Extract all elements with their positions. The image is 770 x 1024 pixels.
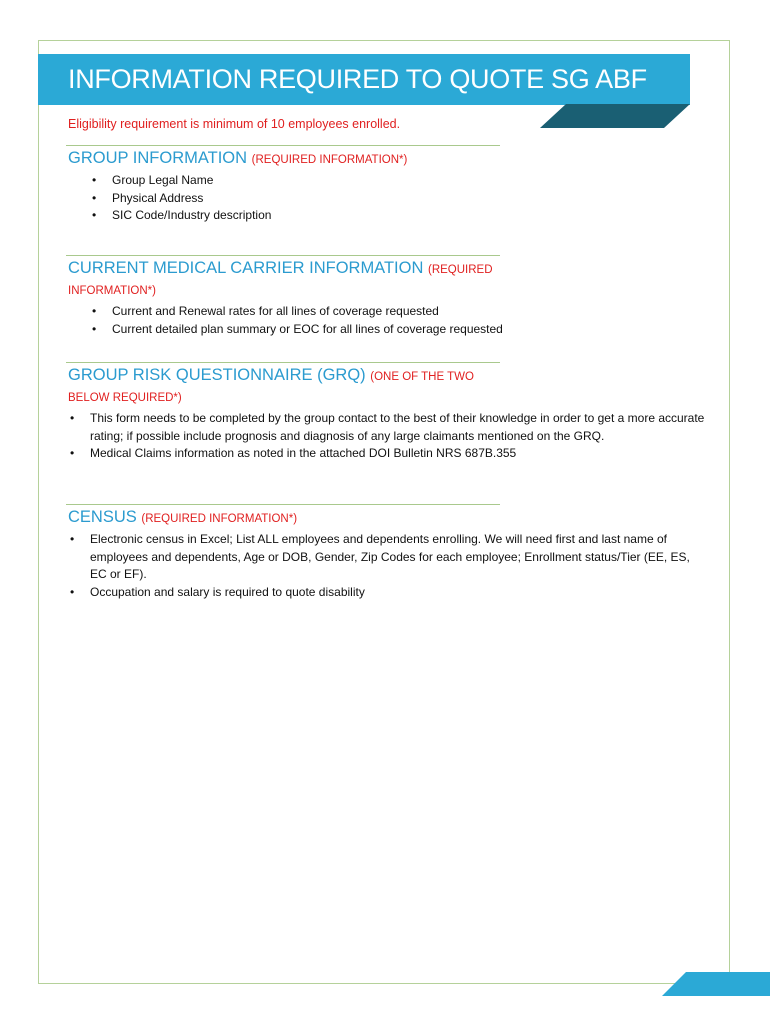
list-item: • Electronic census in Excel; List ALL employees and dependents enrolling. We will need first and last name of employees and dependents, Age or DOB, Gender, Zip Codes for each employee; Enrollment status/Tier (EE, ES, EC or EF). — [90, 531, 706, 584]
banner-tail-decoration — [540, 104, 690, 128]
section-current-medical-carrier — [66, 255, 706, 338]
section-heading-text: CENSUS — [68, 508, 137, 526]
list-item: • Current and Renewal rates for all lines of coverage requested — [112, 303, 706, 321]
section-divider — [66, 362, 500, 363]
section-heading — [66, 259, 502, 301]
item-list — [66, 172, 706, 225]
section-group-risk-questionnaire — [66, 362, 706, 463]
section-heading — [66, 508, 502, 529]
required-note: (REQUIRED INFORMATION*) — [68, 264, 493, 297]
required-note: (ONE OF THE TWO BELOW REQUIRED*) — [68, 371, 474, 404]
required-note: (REQUIRED INFORMATION*) — [251, 154, 408, 166]
item-list — [66, 531, 706, 601]
section-divider — [66, 145, 500, 146]
item-list — [66, 410, 706, 463]
item-list — [66, 303, 706, 338]
list-item: • This form needs to be completed by the group contact to the best of their knowledge in order to get a more accurate rating; if possible include prognosis and diagnosis of any large claimants mentioned on the GRQ. — [90, 410, 706, 445]
section-divider — [66, 255, 500, 256]
list-item: • Current detailed plan summary or EOC for all lines of coverage requested — [112, 321, 706, 339]
required-note: (REQUIRED INFORMATION*) — [141, 513, 298, 525]
section-heading-text: GROUP RISK QUESTIONNAIRE (GRQ) — [68, 366, 366, 384]
section-heading — [66, 149, 502, 170]
section-census — [66, 504, 706, 601]
list-item: • Medical Claims information as noted in the attached DOI Bulletin NRS 687B.355 — [90, 445, 706, 463]
section-heading — [66, 366, 502, 408]
section-heading-text: GROUP INFORMATION — [68, 149, 248, 167]
corner-tab-decoration — [662, 972, 770, 996]
section-group-information — [66, 145, 706, 225]
list-item: • Occupation and salary is required to quote disability — [90, 584, 706, 602]
list-item: • Physical Address — [112, 190, 706, 208]
list-item: • Group Legal Name — [112, 172, 706, 190]
list-item: • SIC Code/Industry description — [112, 207, 706, 225]
eligibility-note: Eligibility requirement is minimum of 10 employees enrolled. — [68, 117, 401, 131]
section-divider — [66, 504, 500, 505]
page-title: INFORMATION REQUIRED TO QUOTE SG ABF — [38, 54, 690, 105]
section-heading-text: CURRENT MEDICAL CARRIER INFORMATION — [68, 259, 424, 277]
